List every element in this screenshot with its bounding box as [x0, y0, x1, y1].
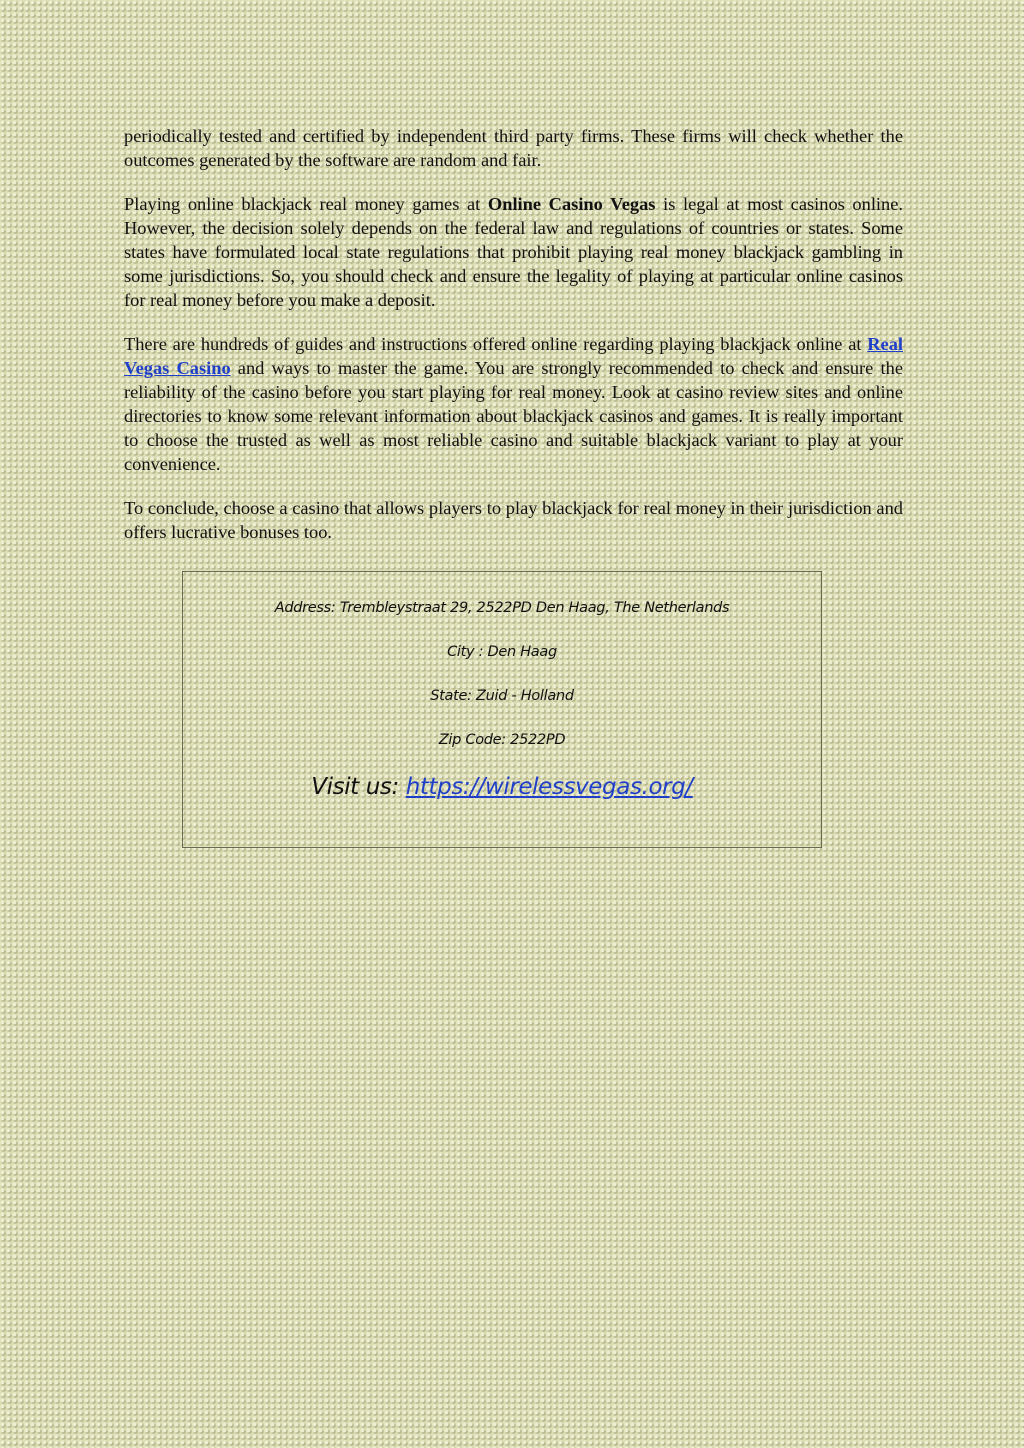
real-vegas-casino-link[interactable]: Real Vegas Casino — [124, 334, 903, 378]
online-casino-vegas-bold: Online Casino Vegas — [487, 194, 656, 214]
paragraph-text: periodically tested and certified by independent third party firms. These firms will check whether the outcomes generated by the software are random and fair. — [124, 126, 903, 170]
paragraph-text: There are hundreds of guides and instructions offered online regarding playing blackjack online at — [124, 334, 868, 354]
paragraph-conclusion — [124, 496, 903, 544]
zip-code-line: Zip Code: 2522PD — [438, 732, 566, 748]
website-link[interactable]: https://wirelessvegas.org/ — [405, 774, 693, 800]
paragraph-text: and ways to master the game. You are strongly recommended to check and ensure the reliability of the casino before you start playing for real money. Look at casino review sites and online directories to know some relevant information about blackjack casinos and games. It is really important to choose the trusted as well as most reliable casino and suitable blackjack variant to play at your convenience. — [124, 358, 903, 474]
document-body — [124, 124, 903, 564]
address-line: Address: Trembleystraat 29, 2522PD Den Haag, The Netherlands — [274, 600, 730, 616]
contact-info-box — [182, 571, 822, 848]
paragraph-text: To conclude, choose a casino that allows players to play blackjack for real money in their jurisdiction and offers lucrative bonuses too. — [124, 498, 903, 542]
paragraph-guides — [124, 332, 903, 476]
paragraph-certification — [124, 124, 903, 172]
state-line: State: Zuid - Holland — [430, 688, 574, 704]
visit-us-label: Visit us: — [311, 774, 406, 800]
paragraph-text: Playing online blackjack real money games at — [124, 194, 488, 214]
paragraph-legality — [124, 192, 903, 312]
visit-us-line — [183, 774, 821, 800]
paragraph-text: is legal at most casinos online. However, the decision solely depends on the federal law and regulations of countries or states. Some states have formulated local state regulations that prohibit playing real money blackjack gambling in some jurisdictions. So, you should check and ensure the legality of playing at particular online casinos for real money before you make a deposit. — [124, 194, 903, 310]
city-line: City : Den Haag — [447, 644, 557, 660]
